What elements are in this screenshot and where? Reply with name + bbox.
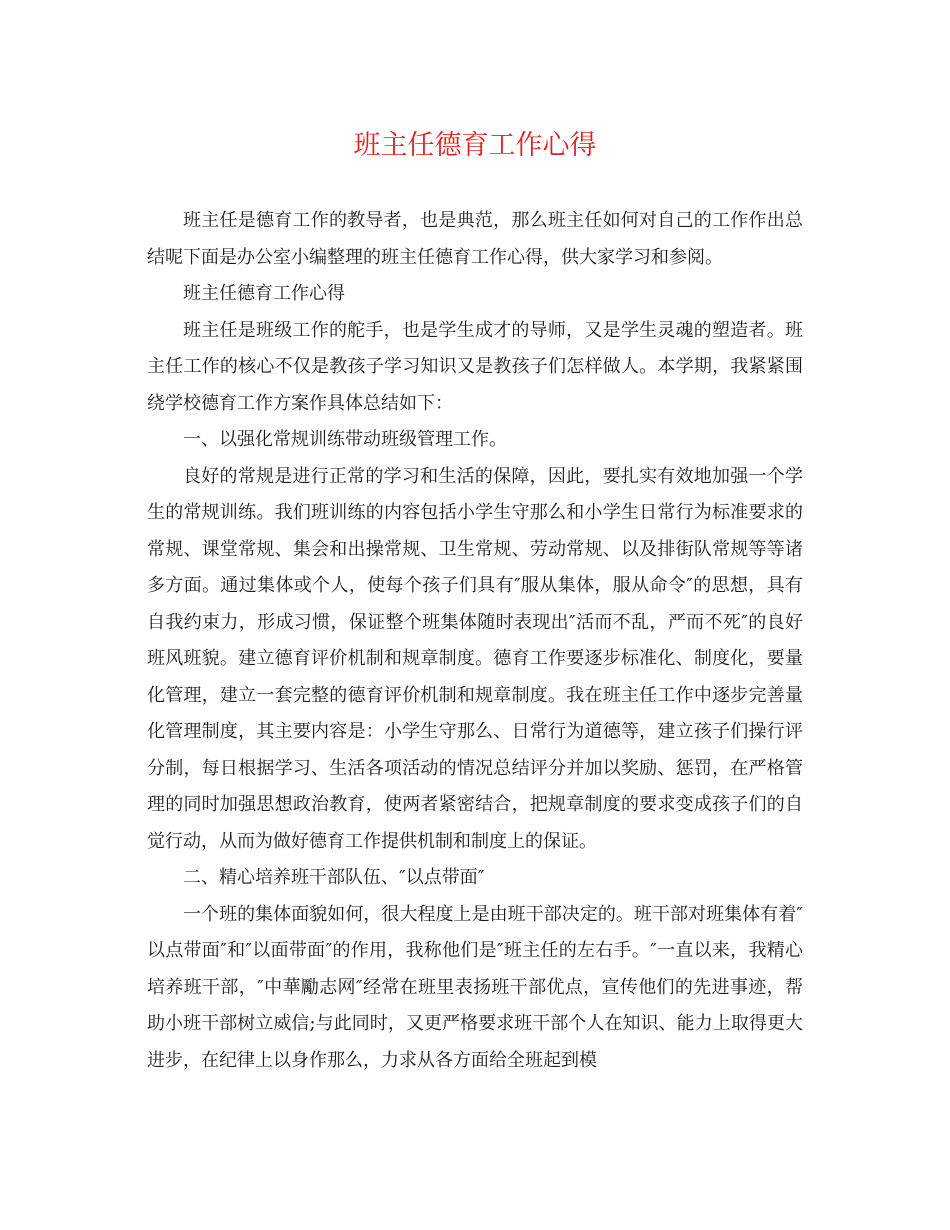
overview-paragraph: 班主任是班级工作的舵手，也是学生成才的导师，又是学生灵魂的塑造者。班主任工作的核心不仅是教孩子学习知识又是教孩子们怎样做人。本学期，我紧紧围绕学校德育工作方案作具体总结如下： — [147, 319, 803, 414]
section-one-heading: 一、以强化常规训练带动班级管理工作。 — [183, 429, 507, 450]
subtitle-paragraph: 班主任德育工作心得 — [183, 283, 345, 304]
section-one-paragraph: 良好的常规是进行正常的学习和生活的保障，因此，要扎实有效地加强一个学生的常规训练。我们班训练的内容包括小学生守那么和小学生日常行为标准要求的常规、课堂常规、集会和出操常规、卫生常规、劳动常规、以及排街队常规等等诸多方面。通过集体或个人，使每个孩子们具有″服从集体，服从命令″的思想，具有自我约束力，形成习惯，保证整个班集体随时表现出″活而不乱，严而不死″的良好班风班貌。建立德育评价机制和规章制度。德育工作要逐步标准化、制度化，要量化管理，建立一套完整的德育评价机制和规章制度。我在班主任工作中逐步完善量化管理制度，其主要内容是：小学生守那么、日常行为道德等，建立孩子们操行评分制，每日根据学习、生活各项活动的情况总结评分并加以奖励、惩罚，在严格管理的同时加强思想政治教育，使两者紧密结合，把规章制度的要求变成孩子们的自觉行动，从而为做好德育工作提供机制和制度上的保证。 — [147, 465, 803, 852]
intro-paragraph: 班主任是德育工作的教导者，也是典范，那么班主任如何对自己的工作作出总结呢下面是办公室小编整理的班主任德育工作心得，供大家学习和参阅。 — [147, 210, 803, 268]
document-body — [147, 203, 803, 1079]
section-two-paragraph: 一个班的集体面貌如何，很大程度上是由班干部决定的。班干部对班集体有着″以点带面″和″以面带面″的作用，我称他们是″班主任的左右手。″一直以来，我精心培养班干部，″中華勵志网″经常在班里表扬班干部优点，宣传他们的先进事迹，帮助小班干部树立威信;与此同时，又更严格要求班干部个人在知识、能力上取得更大进步，在纪律上以身作那么，力求从各方面给全班起到模 — [147, 903, 803, 1071]
section-two-heading: 二、精心培养班干部队伍、″以点带面″ — [183, 867, 485, 888]
document-title: 班主任德育工作心得 — [353, 130, 597, 161]
